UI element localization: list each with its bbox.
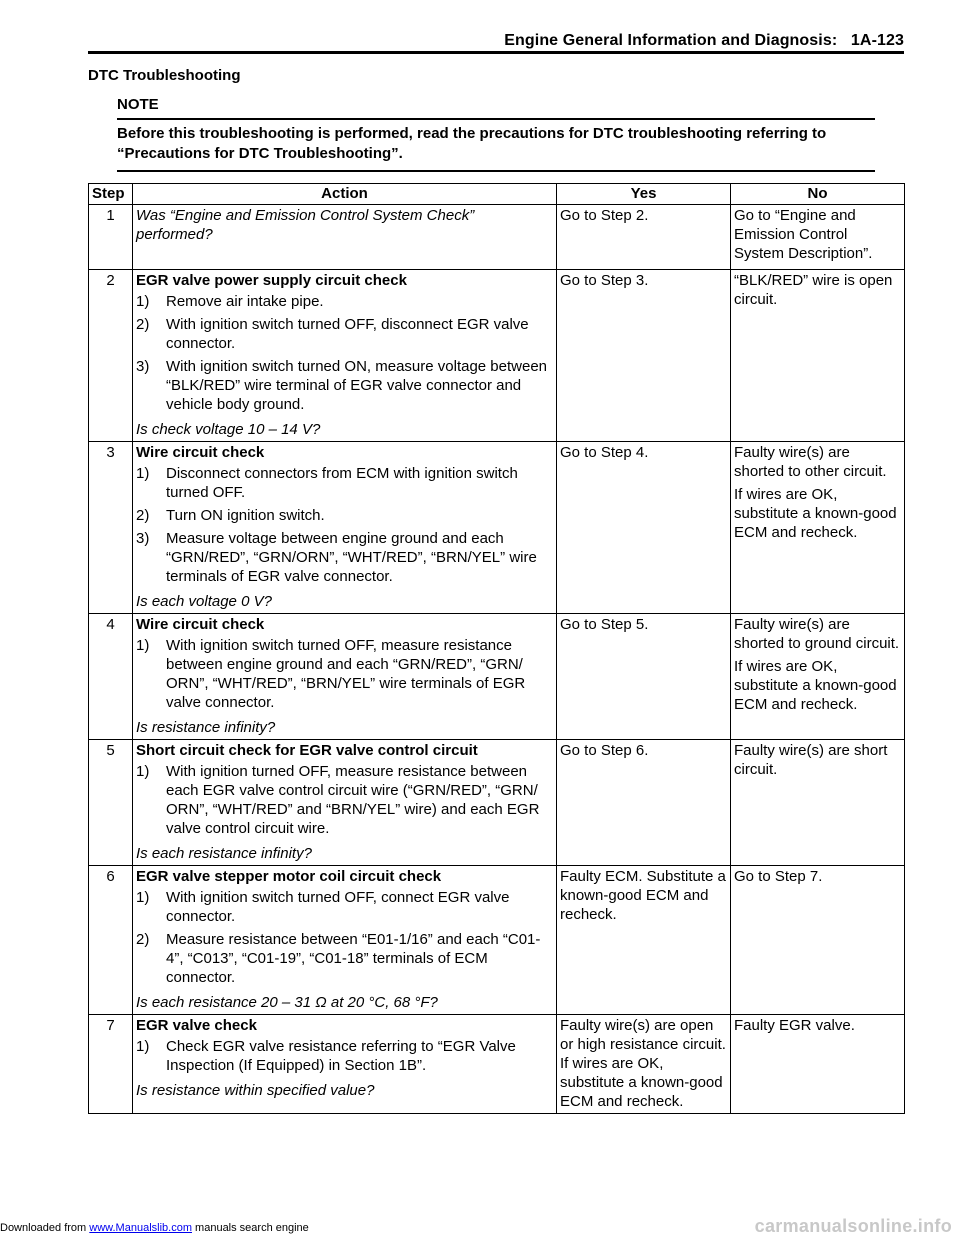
manualslib-link[interactable]: www.Manualslib.com [89, 1222, 192, 1234]
step-number: 4 [89, 614, 133, 740]
action-cell [133, 442, 557, 614]
yes-cell: Faulty ECM. Substitute a known-good ECM and recheck. [557, 866, 731, 1015]
yes-cell: Go to Step 3. [557, 270, 731, 442]
procedure-item [136, 292, 553, 311]
table-row [89, 442, 905, 614]
procedure-item [136, 506, 553, 525]
action-title: Short circuit check for EGR valve control circuit [136, 742, 478, 759]
procedure-item-text: With ignition switch turned OFF, measure resistance between engine ground and each “GRN/RED”, “GRN/ ORN”, “WHT/RED”, “BRN/YEL” wire terminals of EGR valve connector. [166, 637, 526, 711]
action-cell [133, 270, 557, 442]
procedure-item-text: With ignition turned OFF, measure resistance between each EGR valve control circuit wire (“GRN/RED”, “GRN/ ORN”, “WHT/RED” and “BRN/YEL” wire) and each EGR valve control circuit wire. [166, 763, 540, 837]
action-cell [133, 205, 557, 270]
footer-prefix: Downloaded from [0, 1222, 87, 1234]
watermark: carmanualsonline.info [754, 1216, 952, 1236]
action-title: EGR valve power supply circuit check [136, 272, 407, 289]
no-paragraph: If wires are OK, substitute a known-good ECM and recheck. [734, 658, 897, 713]
procedure-item [136, 1037, 553, 1075]
no-paragraph: Faulty wire(s) are shorted to other circuit. [734, 444, 887, 480]
procedure-item [136, 464, 553, 502]
procedure-item-number: 1) [136, 637, 150, 654]
header-no: No [731, 184, 905, 205]
action-question: Was “Engine and Emission Control System Check” performed? [136, 207, 475, 243]
procedure-list [136, 762, 553, 838]
procedure-item-number: 1) [136, 293, 150, 310]
no-paragraph: Faulty wire(s) are shorted to ground circuit. [734, 616, 900, 652]
procedure-item-text: With ignition switch turned OFF, disconnect EGR valve connector. [166, 316, 529, 352]
procedure-item-number: 1) [136, 465, 150, 482]
step-number: 7 [89, 1015, 133, 1114]
header-step: Step [89, 184, 133, 205]
procedure-item-text: Disconnect connectors from ECM with ignition switch turned OFF. [166, 465, 518, 501]
procedure-item-text: Measure resistance between “E01-1/16” and each “C01- 4”, “C013”, “C01-19”, “C01-18” terminals of ECM connector. [166, 931, 541, 986]
no-paragraph: Go to Step 7. [734, 868, 823, 885]
no-cell [731, 442, 905, 614]
procedure-item-number: 2) [136, 507, 150, 524]
table-row [89, 1015, 905, 1114]
table-row [89, 866, 905, 1015]
no-paragraph: Go to “Engine and Emission Control System Description”. [734, 207, 873, 262]
procedure-item-number: 2) [136, 316, 150, 333]
dtc-troubleshooting-table [88, 183, 905, 1114]
no-paragraph: Faulty wire(s) are short circuit. [734, 742, 888, 778]
table-row [89, 205, 905, 270]
no-cell [731, 614, 905, 740]
header-action: Action [133, 184, 557, 205]
action-question: Is each resistance infinity? [136, 845, 312, 862]
action-question: Is resistance infinity? [136, 719, 276, 736]
table-row [89, 614, 905, 740]
step-number: 6 [89, 866, 133, 1015]
table-row [89, 740, 905, 866]
procedure-item-number: 3) [136, 358, 150, 375]
note-box [117, 96, 875, 172]
action-title: Wire circuit check [136, 444, 265, 461]
procedure-item-number: 3) [136, 530, 150, 547]
page-header [88, 30, 904, 52]
action-question: Is each voltage 0 V? [136, 593, 272, 610]
no-paragraph: “BLK/RED” wire is open circuit. [734, 272, 893, 308]
procedure-item-text: With ignition switch turned OFF, connect EGR valve connector. [166, 889, 510, 925]
no-cell [731, 205, 905, 270]
no-cell [731, 270, 905, 442]
note-label: NOTE [117, 96, 159, 113]
step-number: 5 [89, 740, 133, 866]
table-header-row [89, 184, 905, 205]
action-cell [133, 866, 557, 1015]
yes-cell: Go to Step 2. [557, 205, 731, 270]
no-paragraph: If wires are OK, substitute a known-good ECM and recheck. [734, 486, 897, 541]
procedure-item [136, 357, 553, 414]
procedure-item [136, 529, 553, 586]
procedure-item [136, 930, 553, 987]
procedure-list [136, 888, 553, 987]
header-rule [88, 51, 904, 54]
no-cell [731, 1015, 905, 1114]
procedure-item [136, 636, 553, 712]
procedure-list [136, 636, 553, 712]
no-cell [731, 866, 905, 1015]
header-section-name: Engine General Information and Diagnosis: [504, 32, 838, 49]
yes-cell: Go to Step 5. [557, 614, 731, 740]
action-title: Wire circuit check [136, 616, 265, 633]
procedure-item-number: 1) [136, 889, 150, 906]
action-question: Is resistance within specified value? [136, 1082, 375, 1099]
header-yes: Yes [557, 184, 731, 205]
procedure-item-text: Measure voltage between engine ground and each “GRN/RED”, “GRN/ORN”, “WHT/RED”, “BRN/YEL” wire terminals of EGR valve connector. [166, 530, 537, 585]
procedure-item-text: Turn ON ignition switch. [166, 507, 325, 524]
procedure-item-text: Remove air intake pipe. [166, 293, 324, 310]
action-question: Is check voltage 10 – 14 V? [136, 421, 321, 438]
no-cell [731, 740, 905, 866]
step-number: 2 [89, 270, 133, 442]
procedure-list [136, 1037, 553, 1075]
procedure-item [136, 762, 553, 838]
note-rule-bottom [117, 170, 875, 172]
step-number: 1 [89, 205, 133, 270]
procedure-item-text: With ignition switch turned ON, measure voltage between “BLK/RED” wire terminal of EGR valve connector and vehicle body ground. [166, 358, 548, 413]
action-title: EGR valve check [136, 1017, 257, 1034]
procedure-list [136, 464, 553, 586]
procedure-item [136, 888, 553, 926]
procedure-item-number: 2) [136, 931, 150, 948]
table-row [89, 270, 905, 442]
step-number: 3 [89, 442, 133, 614]
no-paragraph: Faulty EGR valve. [734, 1017, 855, 1034]
action-cell [133, 740, 557, 866]
action-cell [133, 1015, 557, 1114]
action-title: EGR valve stepper motor coil circuit check [136, 868, 442, 885]
table-body [89, 205, 905, 1114]
action-question: Is each resistance 20 – 31 Ω at 20 °C, 68 °F? [136, 994, 438, 1011]
yes-cell: Go to Step 6. [557, 740, 731, 866]
yes-cell: Go to Step 4. [557, 442, 731, 614]
procedure-item-text: Check EGR valve resistance referring to “EGR Valve Inspection (If Equipped) in Section 1B”. [166, 1038, 516, 1074]
procedure-item-number: 1) [136, 1038, 150, 1055]
procedure-item [136, 315, 553, 353]
page-number: 1A-123 [850, 32, 904, 49]
yes-cell: Faulty wire(s) are open or high resistance circuit. If wires are OK, substitute a known-good ECM and recheck. [557, 1015, 731, 1114]
procedure-item-number: 1) [136, 763, 150, 780]
page-footer [0, 1222, 309, 1234]
header-title [504, 32, 904, 50]
footer-suffix: manuals search engine [195, 1222, 309, 1234]
procedure-list [136, 292, 553, 414]
action-cell [133, 614, 557, 740]
note-text: Before this troubleshooting is performed, read the precautions for DTC troubleshooting referring to “Precautions for DTC Troubleshooting”. [117, 125, 827, 162]
section-title: DTC Troubleshooting [88, 67, 241, 84]
